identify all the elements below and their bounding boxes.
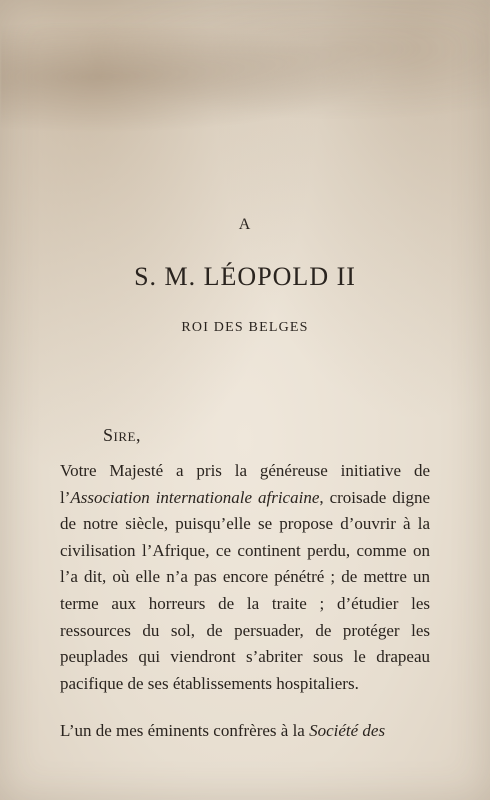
- para2-italic: Société des: [309, 721, 386, 740]
- paper-stain: [0, 0, 490, 140]
- para2-text: L’un de mes éminents confrères à la: [60, 721, 310, 740]
- para1-line2-suffix: , croisade: [319, 487, 387, 507]
- para1-rest: digne de notre siècle, puisqu’elle se propose d’ouvrir à la civilisation l’Afrique, ce continent perdu, comme on l’a dit, où elle n’a pas encore pénétré ; de mettre un terme aux horreurs de la traite ; d’étudier les ressources du sol, de persuader, de protéger les peuplades qui viendront s’abriter sous le drapeau pacifique de ses établissements hospitaliers.: [60, 487, 431, 693]
- dedication-name: S. M. LÉOPOLD II: [134, 262, 356, 291]
- para1-line2-prefix: l’: [60, 487, 71, 507]
- letter-paragraph-1: [60, 458, 430, 697]
- para1-line1: Votre Majesté a pris la généreuse initiative de: [60, 461, 430, 480]
- dedication-subtitle: ROI DES BELGES: [181, 320, 309, 335]
- letter-salutation: Sire,: [103, 425, 141, 445]
- para1-association-italic: Association internationale africaine: [70, 487, 320, 507]
- letter-paragraph-2: [60, 718, 430, 745]
- dedication-to: A: [238, 216, 252, 233]
